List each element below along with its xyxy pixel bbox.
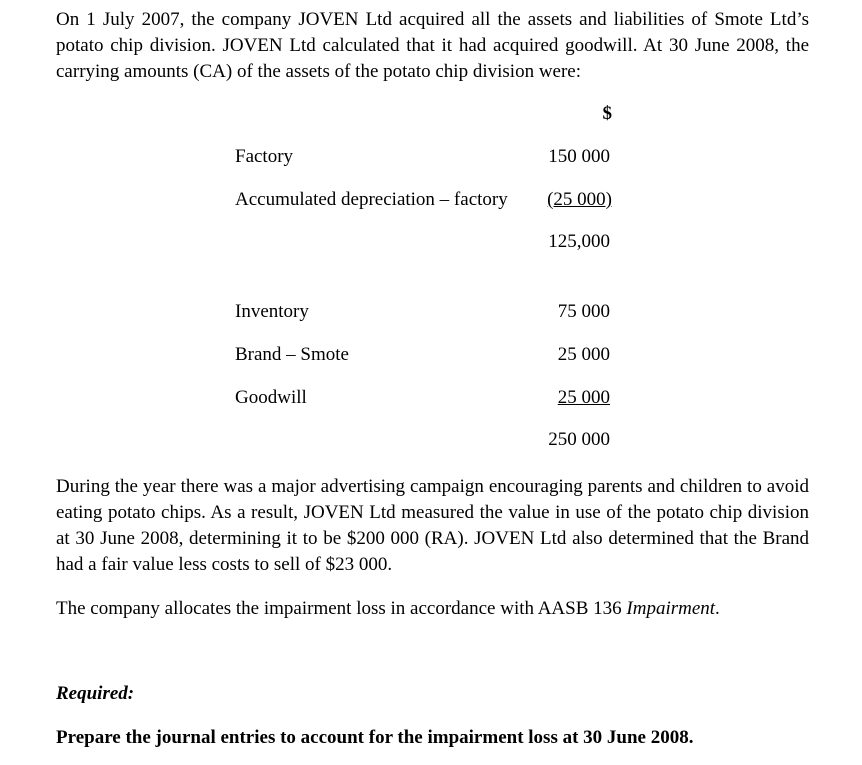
row-label: Factory — [235, 146, 294, 167]
row-value: 75 000 — [557, 301, 610, 322]
table-row — [0, 301, 862, 327]
row-value: 150 000 — [548, 146, 610, 167]
row-value: 25 000 — [557, 387, 610, 408]
table-row — [0, 344, 862, 370]
row-label: Goodwill — [235, 387, 307, 408]
paragraph-2: During the year there was a major advertising campaign encouraging parents and children to avoid eating potato chips. As a result, JOVEN Ltd measured the value in use of the potato chip division at 30 June 2008, determining it to be $200 000 (RA). JOVEN Ltd also determined that the Brand had a fair value less costs to sell of $23 000. — [56, 476, 809, 575]
intro-paragraph: On 1 July 2007, the company JOVEN Ltd acquired all the assets and liabilities of Smote Ltd’s potato chip division. JOVEN Ltd calculated that it had acquired goodwill. At 30 June 2008, the carrying amounts (CA) of the assets of the potato chip division were: — [56, 9, 809, 82]
row-label: Inventory — [235, 301, 309, 322]
row-total: 250 000 — [548, 429, 610, 450]
required-heading: Required: — [56, 683, 135, 704]
instruction: Prepare the journal entries to account for the impairment loss at 30 June 2008. — [56, 727, 694, 748]
paragraph-3 — [56, 596, 809, 622]
row-label: Brand – Smote — [235, 344, 349, 365]
standard-title: Impairment — [626, 598, 716, 619]
table-row — [0, 146, 862, 172]
row-label: Accumulated depreciation – factory — [235, 189, 508, 210]
currency-header: $ — [602, 103, 612, 124]
paragraph-3-text: The company allocates the impairment loss in accordance with AASB 136 — [56, 598, 627, 619]
currency-header-row — [0, 103, 862, 129]
table-row — [0, 189, 862, 215]
row-value: (25 000) — [547, 189, 612, 210]
table-row — [0, 231, 862, 257]
row-subtotal: 125,000 — [548, 231, 610, 252]
table-row — [0, 429, 862, 455]
row-value: 25 000 — [557, 344, 610, 365]
table-row — [0, 387, 862, 413]
paragraph-3-end: . — [715, 598, 720, 619]
